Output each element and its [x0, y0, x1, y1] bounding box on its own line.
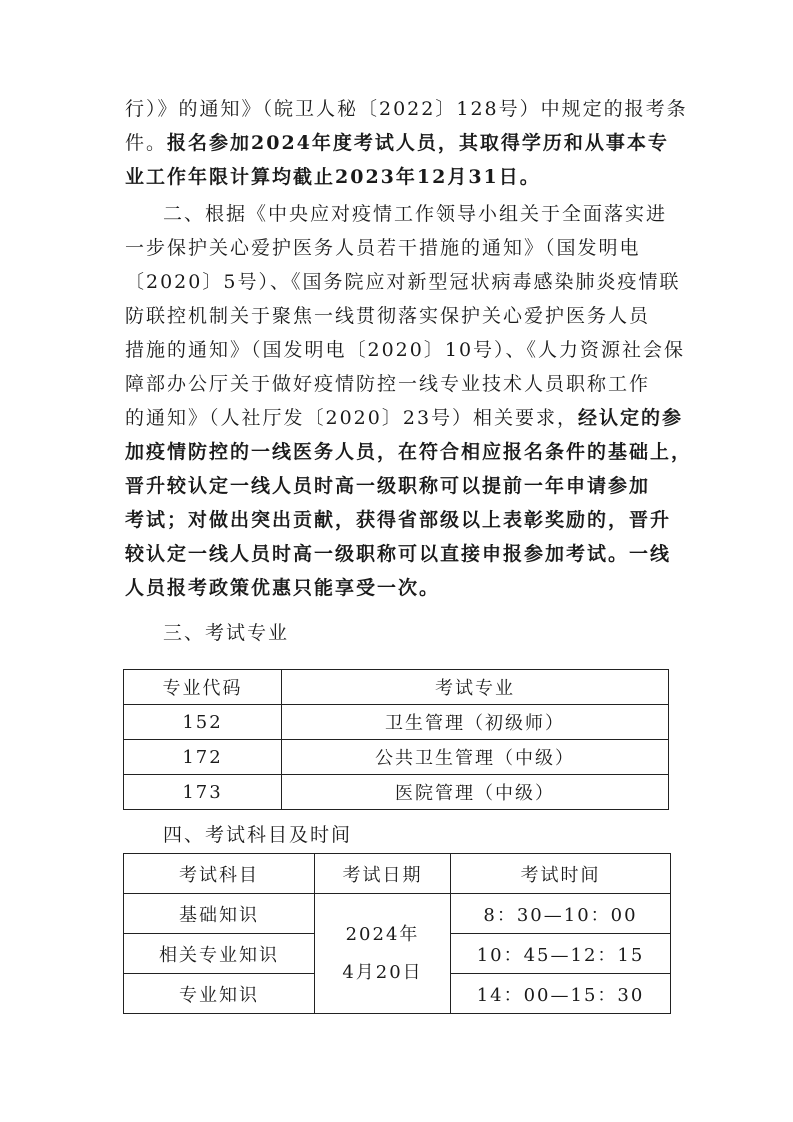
- text-line: 加疫情防控的一线医务人员，在符合相应报名条件的基础上，: [125, 441, 693, 463]
- subject-cell: 专业知识: [124, 974, 315, 1014]
- exam-date-day: 4月20日: [342, 961, 423, 983]
- text-line: 考试；对做出突出贡献，获得省部级以上表彰奖励的，晋升: [125, 509, 672, 531]
- text-line: 〔2020〕5号）、《国务院应对新型冠状病毒感染肺炎疫情联: [125, 271, 681, 293]
- text-line: 措施的通知》（国发明电〔2020〕10号）、《人力资源社会保: [125, 339, 686, 361]
- specialty-name: 卫生管理（初级师）: [282, 705, 669, 740]
- subject-cell: 基础知识: [124, 894, 315, 934]
- paragraph-2: [125, 197, 693, 605]
- exam-date-year: 2024年: [345, 923, 420, 945]
- column-header: 考试日期: [315, 854, 451, 894]
- column-header: 专业代码: [124, 670, 282, 705]
- section-heading-3: 三、考试专业: [163, 622, 290, 644]
- schedule-table: [123, 853, 671, 1014]
- column-header: 考试时间: [451, 854, 671, 894]
- column-header: 考试专业: [282, 670, 669, 705]
- text-line: 二、根据《中央应对疫情工作领导小组关于全面落实进: [163, 203, 668, 225]
- text-line: 行）》的通知》（皖卫人秘〔2022〕128号）中规定的报考条: [125, 98, 688, 120]
- exam-date-cell: [315, 894, 451, 1014]
- subject-cell: 相关专业知识: [124, 934, 315, 974]
- specialty-code: 173: [124, 775, 282, 810]
- table-row: [124, 740, 669, 775]
- section-heading-4: 四、考试科目及时间: [163, 824, 353, 846]
- text-line: 件。报名参加2024年度考试人员，其取得学历和从事本专: [125, 132, 669, 154]
- table-row: [124, 705, 669, 740]
- specialty-name: 公共卫生管理（中级）: [282, 740, 669, 775]
- text-line: 晋升较认定一线人员时高一级职称可以提前一年申请参加: [125, 475, 651, 497]
- specialty-code: 152: [124, 705, 282, 740]
- time-cell: 10：45—12：15: [451, 934, 671, 974]
- specialty-code: 172: [124, 740, 282, 775]
- text-line: 业工作年限计算均截止2023年12月31日。: [125, 166, 541, 188]
- text-line: 防联控机制关于聚焦一线贯彻落实保护关心爱护医务人员: [125, 305, 651, 327]
- text-line: 的通知》（人社厅发〔2020〕23号）相关要求，经认定的参: [125, 407, 684, 429]
- specialty-table: [123, 669, 669, 810]
- column-header: 考试科目: [124, 854, 315, 894]
- time-cell: 8：30—10：00: [451, 894, 671, 934]
- text-line: 一步保护关心爱护医务人员若干措施的通知》（国发明电: [125, 237, 641, 259]
- table-header-row: [124, 670, 669, 705]
- table-row: [124, 894, 671, 934]
- text-line: 障部办公厅关于做好疫情防控一线专业技术人员职称工作: [125, 373, 651, 395]
- specialty-name: 医院管理（中级）: [282, 775, 669, 810]
- text-line: 人员报考政策优惠只能享受一次。: [125, 577, 441, 599]
- table-row: [124, 775, 669, 810]
- table-header-row: [124, 854, 671, 894]
- paragraph-1: [125, 92, 688, 194]
- time-cell: 14：00—15：30: [451, 974, 671, 1014]
- text-line: 较认定一线人员时高一级职称可以直接申报参加考试。一线: [125, 543, 672, 565]
